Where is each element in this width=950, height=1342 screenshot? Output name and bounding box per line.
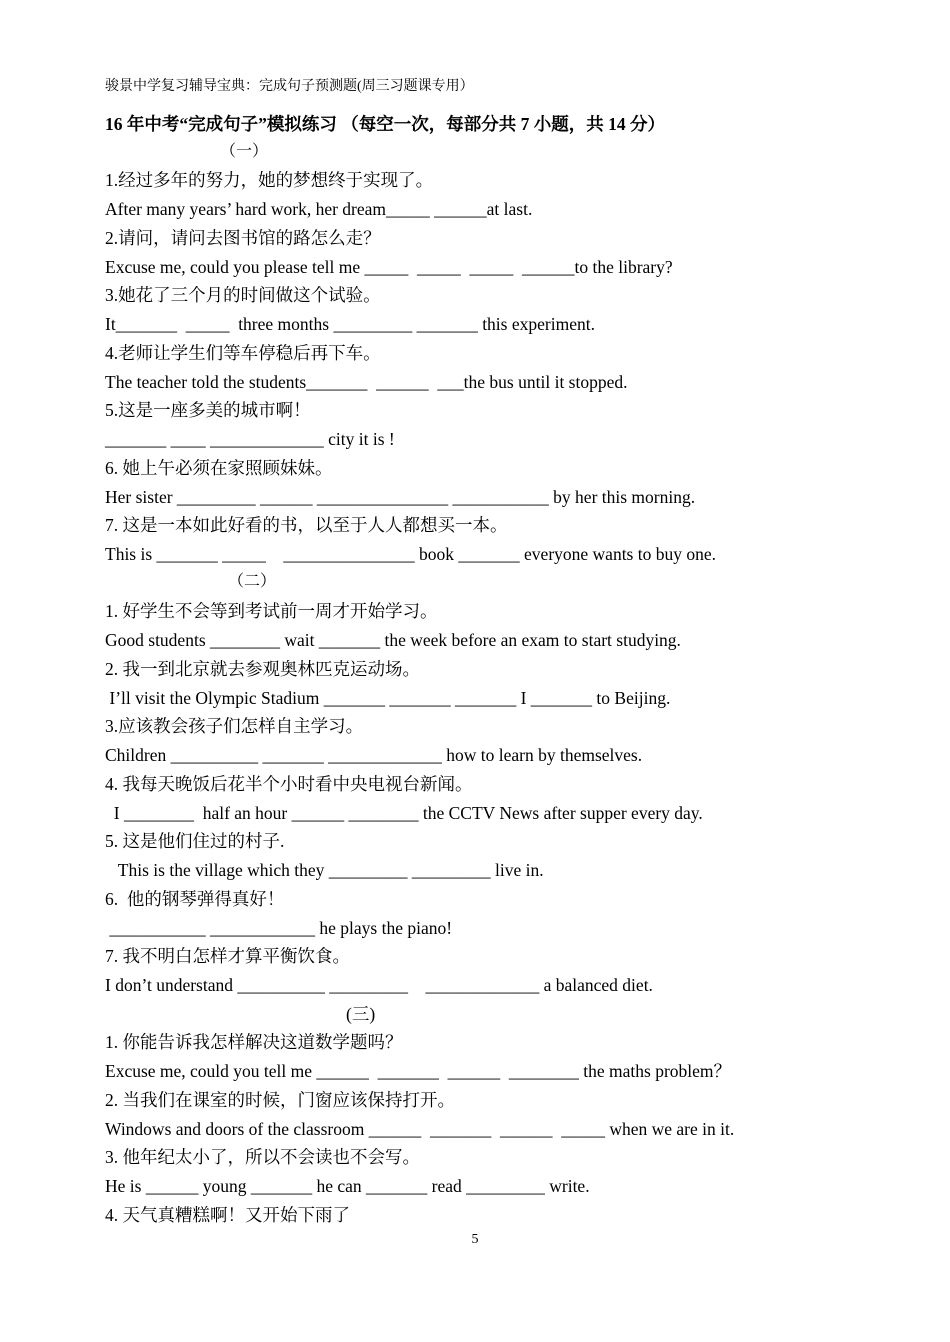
- question-en: Good students ________ wait _______ the week before an exam to start studying.: [105, 630, 681, 650]
- question-en: This is the village which they _________ _________ live in.: [105, 860, 544, 880]
- section-label: （一）: [220, 143, 269, 160]
- page-header: 骏景中学复习辅导宝典：完成句子预测题(周三习题课专用）: [105, 79, 474, 94]
- question-en: After many years’ hard work, her dream_____ ______at last.: [105, 199, 533, 219]
- question-cn: 1. 你能告诉我怎样解决这道数学题吗？: [105, 1032, 403, 1052]
- question-en: Excuse me, could you tell me ______ _______ ______ ________ the maths problem？: [105, 1061, 732, 1081]
- question-en: This is _______ _____ _______________ book _______ everyone wants to buy one.: [105, 544, 716, 564]
- question-cn: 7. 我不明白怎样才算平衡饮食。: [105, 946, 350, 966]
- section-label: (三): [346, 1004, 376, 1024]
- question-cn: 3.她花了三个月的时间做这个试验。: [105, 285, 381, 305]
- question-cn: 6. 她上午必须在家照顾妹妹。: [105, 458, 333, 478]
- page-number: 5: [471, 1232, 479, 1247]
- question-en: Her sister _________ ______ _______________ ___________ by her this morning.: [105, 487, 696, 507]
- question-cn: 3. 他年纪太小了，所以不会读也不会写。: [105, 1147, 420, 1167]
- exercise-title: 16 年中考“完成句子”模拟练习 （每空一次，每部分共 7 小题，共 14 分）: [105, 114, 665, 134]
- question-cn: 2. 我一到北京就去参观奥林匹克运动场。: [105, 659, 420, 679]
- question-cn: 1. 好学生不会等到考试前一周才开始学习。: [105, 601, 438, 621]
- question-cn: 6. 他的钢琴弹得真好！: [105, 889, 285, 909]
- question-en: Windows and doors of the classroom ______ _______ ______ _____ when we are in it.: [105, 1119, 735, 1139]
- question-cn: 5. 这是他们住过的村子.: [105, 831, 285, 851]
- section-label: （二）: [228, 573, 277, 590]
- question-en: I’ll visit the Olympic Stadium _______ _______ _______ I _______ to Beijing.: [105, 688, 671, 708]
- question-en: I ________ half an hour ______ ________ the CCTV News after supper every day.: [105, 803, 703, 823]
- question-en: ___________ ____________ he plays the piano!: [105, 918, 453, 938]
- question-cn: 4.老师让学生们等车停稳后再下车。: [105, 343, 381, 363]
- question-cn: 3.应该教会孩子们怎样自主学习。: [105, 716, 364, 736]
- question-cn: 5.这是一座多美的城市啊！: [105, 400, 311, 420]
- question-cn: 4. 天气真糟糕啊！又开始下雨了: [105, 1205, 350, 1225]
- question-en: He is ______ young _______ he can _______ read _________ write.: [105, 1176, 590, 1196]
- question-en: I don’t understand __________ _________ _____________ a balanced diet.: [105, 975, 653, 995]
- question-cn: 1.经过多年的努力，她的梦想终于实现了。: [105, 170, 434, 190]
- question-en: The teacher told the students_______ ______ ___the bus until it stopped.: [105, 372, 628, 392]
- question-en: _______ ____ _____________ city it is !: [105, 429, 395, 449]
- question-cn: 4. 我每天晚饭后花半个小时看中央电视台新闻。: [105, 774, 473, 794]
- question-cn: 2.请问，请问去图书馆的路怎么走？: [105, 228, 381, 248]
- question-en: Children __________ _______ _____________ how to learn by themselves.: [105, 745, 643, 765]
- question-cn: 7. 这是一本如此好看的书，以至于人人都想买一本。: [105, 515, 508, 535]
- question-cn: 2. 当我们在课室的时候，门窗应该保持打开。: [105, 1090, 455, 1110]
- question-en: It_______ _____ three months _________ _______ this experiment.: [105, 314, 595, 334]
- question-en: Excuse me, could you please tell me _____ _____ _____ ______to the library?: [105, 257, 673, 277]
